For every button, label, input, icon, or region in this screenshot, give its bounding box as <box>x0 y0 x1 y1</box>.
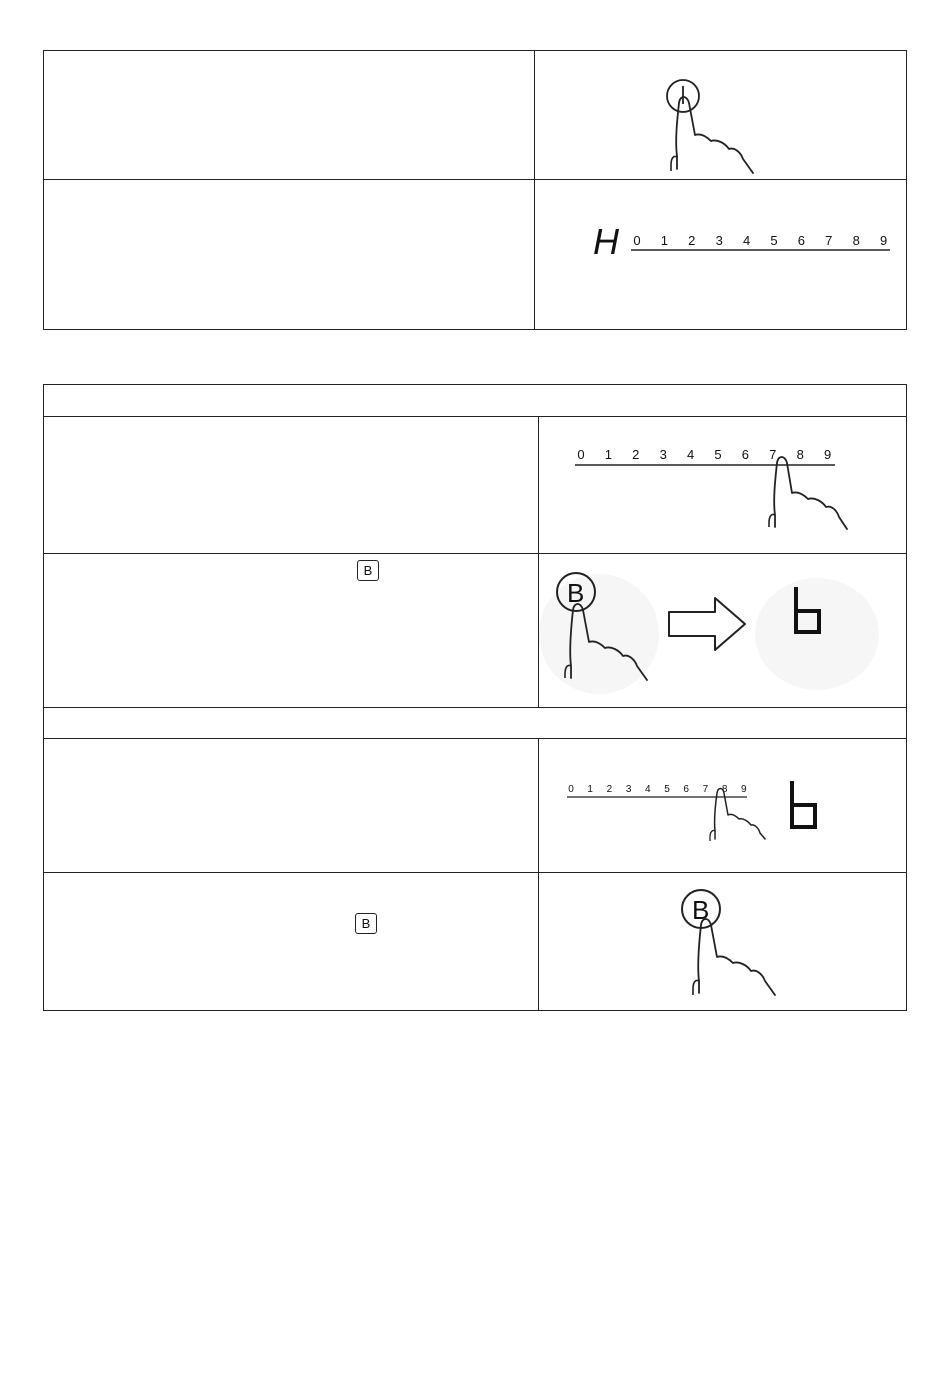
display-and-slider-icon <box>535 180 906 330</box>
slider-with-booster-display-icon <box>539 739 906 872</box>
slider-digit[interactable]: 1 <box>660 233 669 248</box>
booster-key-letter: B <box>567 578 585 608</box>
slider-digit[interactable]: 9 <box>879 233 888 248</box>
slider-digit[interactable]: 8 <box>852 233 860 248</box>
slider-digit[interactable]: 4 <box>645 784 651 795</box>
slider-digit[interactable]: 7 <box>769 447 777 462</box>
slider-digit[interactable]: 2 <box>606 784 613 795</box>
slider-digit[interactable]: 0 <box>568 784 574 795</box>
slider-digit[interactable]: 6 <box>797 233 806 248</box>
t1-row2-text-cell <box>44 180 534 330</box>
instruction-table-1 <box>43 50 907 330</box>
arrow-right-icon <box>669 598 745 650</box>
slider-digit[interactable]: 4 <box>742 233 751 248</box>
slider-digit[interactable]: 8 <box>796 447 804 462</box>
slider-digit[interactable]: 9 <box>823 447 832 462</box>
slider-digit[interactable]: 9 <box>741 784 747 795</box>
slider-digit[interactable]: 8 <box>721 784 728 795</box>
hand-pressing-power-key-icon <box>535 51 906 179</box>
display-b-symbol <box>792 783 815 827</box>
press-booster-key-icon <box>539 554 906 707</box>
display-h-symbol: H <box>593 221 619 262</box>
slider-digit[interactable]: 0 <box>633 233 641 248</box>
slider-digit[interactable]: 5 <box>714 447 722 462</box>
slider-digit[interactable]: 2 <box>632 447 640 462</box>
slider-digit[interactable]: 2 <box>688 233 696 248</box>
slider-digit[interactable]: 6 <box>741 447 750 462</box>
slider-digit[interactable]: 1 <box>604 447 613 462</box>
slider-scale <box>577 447 831 462</box>
slider-digit[interactable]: 1 <box>587 784 593 795</box>
t2-header-1 <box>44 385 906 416</box>
slider-digit[interactable]: 6 <box>683 784 689 795</box>
t2-row2-text-cell <box>44 554 538 707</box>
slider-digit[interactable]: 4 <box>686 447 695 462</box>
t1-row1-text-cell <box>44 51 534 179</box>
t2-row2-image-cell <box>539 554 906 707</box>
press-booster-key-again-icon <box>539 873 906 1010</box>
slider-select-level-icon <box>539 417 906 553</box>
slider-scale <box>568 784 747 795</box>
t2-row3-image-cell <box>539 739 906 872</box>
slider-digit[interactable]: 5 <box>770 233 778 248</box>
instruction-table-2 <box>43 384 907 1011</box>
t1-row2-image-cell <box>535 180 906 330</box>
t2-row1-text-cell <box>44 417 538 553</box>
slider-digit[interactable]: 3 <box>659 447 667 462</box>
slider-digit[interactable]: 7 <box>702 784 709 795</box>
t2-row3-text-cell <box>44 739 538 872</box>
slider-digit[interactable]: 3 <box>715 233 723 248</box>
t2-row4-text-cell <box>44 873 538 1010</box>
booster-key-icon: B <box>357 560 379 581</box>
slider-digit[interactable]: 0 <box>577 447 585 462</box>
slider-scale <box>633 233 887 248</box>
booster-key-letter: B <box>692 895 710 925</box>
slider-digit[interactable]: 3 <box>625 784 632 795</box>
t1-row1-image-cell <box>535 51 906 179</box>
t2-row1-image-cell <box>539 417 906 553</box>
booster-key-icon: B <box>355 913 377 934</box>
t2-row4-image-cell <box>539 873 906 1010</box>
slider-digit[interactable]: 5 <box>664 784 670 795</box>
slider-digit[interactable]: 7 <box>825 233 833 248</box>
t2-header-2 <box>44 708 906 739</box>
